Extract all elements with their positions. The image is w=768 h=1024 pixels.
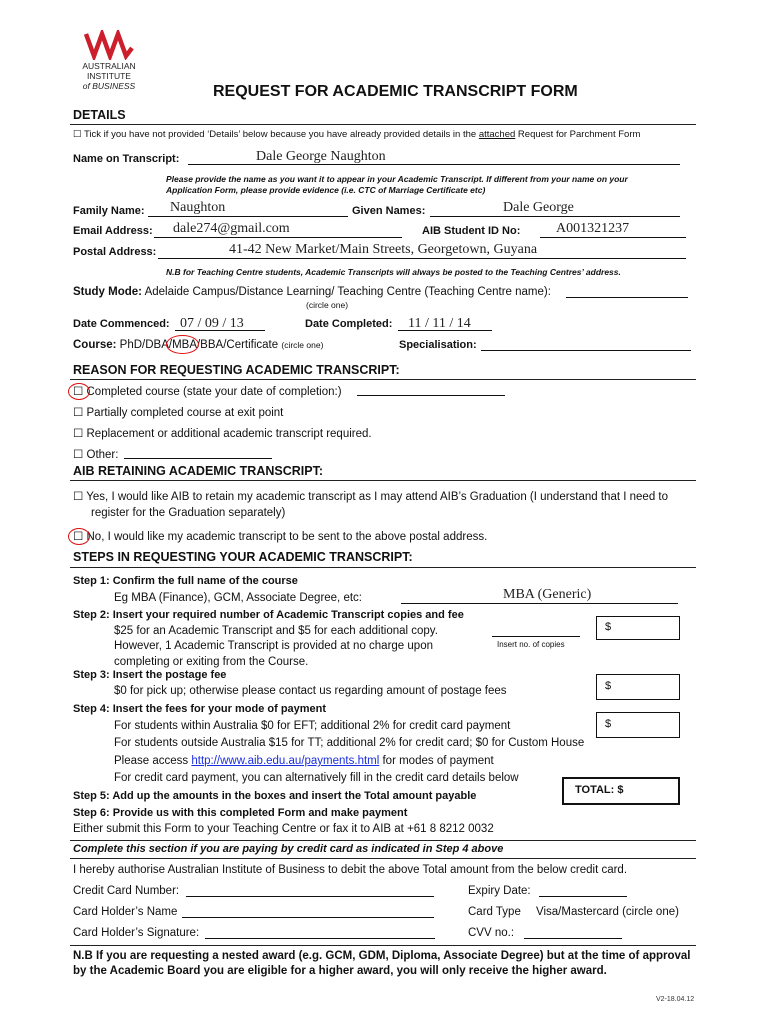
step-3-line-1: $0 for pick up; otherwise please contact us regarding amount of postage fees bbox=[114, 685, 507, 697]
course-name-value: MBA (Generic) bbox=[503, 587, 592, 602]
student-id-input[interactable] bbox=[540, 237, 686, 238]
completion-date-input[interactable] bbox=[357, 395, 505, 396]
cvv-label: CVV no.: bbox=[468, 927, 515, 939]
total-box[interactable] bbox=[562, 777, 680, 805]
teaching-centre-input[interactable] bbox=[566, 297, 688, 298]
card-number-input[interactable] bbox=[186, 896, 434, 897]
step-2-line-2: However, 1 Academic Transcript is provided at no charge upon bbox=[114, 640, 433, 652]
postal-label: Postal Address: bbox=[73, 246, 157, 258]
study-circle-note: (circle one) bbox=[306, 300, 349, 310]
family-label: Family Name: bbox=[73, 205, 145, 217]
retain-yes-option[interactable]: ☐ Yes, I would like AIB to retain my academic transcript as I may attend AIB’s Graduation (I understand that I need to bbox=[73, 491, 669, 503]
retain-no-option[interactable]: ☐ No, I would like my academic transcript to be sent to the above postal address. bbox=[73, 531, 488, 543]
course-label: Course: bbox=[73, 339, 117, 351]
dollar-sign: $ bbox=[605, 621, 612, 633]
commenced-label: Date Commenced: bbox=[73, 318, 170, 330]
divider bbox=[70, 124, 696, 125]
signature-label: Card Holder’s Signature: bbox=[73, 927, 200, 939]
commenced-day: 07 bbox=[180, 316, 194, 331]
study-mode-options[interactable]: Adelaide Campus/Distance Learning/ Teaching Centre (Teaching Centre name): bbox=[144, 286, 551, 298]
card-type-label: Card Type bbox=[468, 906, 521, 918]
mba-circle-mark bbox=[166, 335, 199, 354]
dollar-sign: $ bbox=[605, 680, 612, 692]
divider bbox=[70, 480, 696, 481]
divider bbox=[70, 379, 696, 380]
reason-completed-option[interactable]: ☐ Completed course (state your date of completion:) bbox=[73, 386, 342, 398]
family-value: Naughton bbox=[170, 200, 226, 215]
step-2-line-1: $25 for an Academic Transcript and $5 for each additional copy. bbox=[114, 625, 438, 637]
reason-partial-option[interactable]: ☐ Partially completed course at exit point bbox=[73, 407, 284, 419]
step-1-example: Eg MBA (Finance), GCM, Associate Degree, etc: bbox=[114, 592, 362, 604]
version-code: V2-18.04.12 bbox=[656, 996, 695, 1003]
step-2: Step 2: Insert your required number of Academic Transcript copies and fee bbox=[73, 609, 464, 621]
logo-line-1: AUSTRALIAN bbox=[82, 61, 136, 71]
step-4-line-2: For students outside Australia $15 for TT; additional 2% for credit card; $0 for Custom House bbox=[114, 737, 585, 749]
course-circle-note: (circle one) bbox=[281, 340, 324, 350]
email-value: dale274@gmail.com bbox=[173, 221, 290, 236]
student-id-value: A001321237 bbox=[556, 221, 630, 236]
card-holder-input[interactable] bbox=[182, 917, 434, 918]
retain-heading: AIB RETAINING ACADEMIC TRANSCRIPT: bbox=[73, 464, 323, 478]
postage-fee-box[interactable] bbox=[596, 674, 680, 700]
nb-line-1: N.B If you are requesting a nested award (e.g. GCM, GDM, Diploma, Associate Degree) but at the time of approval bbox=[73, 950, 691, 962]
specialisation-label: Specialisation: bbox=[399, 339, 477, 351]
retain-yes-option-cont: register for the Graduation separately) bbox=[91, 507, 286, 519]
step-3: Step 3: Insert the postage fee bbox=[73, 669, 227, 681]
completed-label: Date Completed: bbox=[305, 318, 393, 330]
given-label: Given Names: bbox=[352, 205, 426, 217]
name-value: Dale George Naughton bbox=[256, 149, 386, 164]
course-name-input[interactable] bbox=[401, 603, 678, 604]
postal-note: N.B for Teaching Centre students, Academic Transcripts will always be posted to the Teaching Centres’ address. bbox=[166, 267, 621, 277]
divider bbox=[70, 945, 696, 946]
postal-value: 41-42 New Market/Main Streets, Georgetown, Guyana bbox=[229, 242, 538, 257]
step-2-line-3: completing or exiting from the Course. bbox=[114, 656, 309, 668]
copies-input[interactable] bbox=[492, 636, 580, 637]
reason-heading: REASON FOR REQUESTING ACADEMIC TRANSCRIPT: bbox=[73, 363, 400, 377]
step-4-line-3: Please access bbox=[114, 755, 192, 767]
email-label: Email Address: bbox=[73, 225, 153, 237]
aib-logo-mark bbox=[82, 30, 134, 60]
step-1: Step 1: Confirm the full name of the course bbox=[73, 575, 298, 587]
logo-line-3: of BUSINESS bbox=[82, 81, 136, 91]
family-input[interactable] bbox=[148, 216, 348, 217]
step-6-line-1: Either submit this Form to your Teaching Centre or fax it to AIB at +61 8 8212 0032 bbox=[73, 823, 494, 835]
given-input[interactable] bbox=[430, 216, 680, 217]
card-type-options[interactable]: Visa/Mastercard (circle one) bbox=[536, 906, 679, 918]
copies-caption: Insert no. of copies bbox=[497, 640, 565, 649]
student-id-label: AIB Student ID No: bbox=[422, 225, 521, 237]
step-5: Step 5: Add up the amounts in the boxes and insert the Total amount payable bbox=[73, 790, 477, 802]
step-4-line-4: For credit card payment, you can alternatively fill in the credit card details below bbox=[114, 772, 519, 784]
nb-line-2: by the Academic Board you are eligible for a higher award, you will only receive the higher award. bbox=[73, 965, 607, 977]
page-title: REQUEST FOR ACADEMIC TRANSCRIPT FORM bbox=[213, 83, 578, 100]
logo-line-2: INSTITUTE bbox=[87, 71, 131, 81]
card-holder-label: Card Holder’s Name bbox=[73, 906, 178, 918]
step-6: Step 6: Provide us with this completed Form and make payment bbox=[73, 807, 408, 819]
name-label: Name on Transcript: bbox=[73, 153, 180, 165]
expiry-label: Expiry Date: bbox=[468, 885, 531, 897]
divider bbox=[70, 840, 696, 841]
total-label: TOTAL: $ bbox=[575, 784, 624, 796]
reason-replacement-option[interactable]: ☐ Replacement or additional academic transcript required. bbox=[73, 428, 372, 440]
step-4-line-3-end: for modes of payment bbox=[379, 755, 494, 767]
no-circle-mark bbox=[68, 528, 90, 545]
copies-fee-box[interactable] bbox=[596, 616, 680, 640]
completed-month: 11 bbox=[432, 316, 446, 331]
course-options[interactable]: PhD/DBA/MBA/BBA/Certificate bbox=[119, 339, 279, 351]
signature-input[interactable] bbox=[205, 938, 435, 939]
card-section-note: Complete this section if you are paying by credit card as indicated in Step 4 above bbox=[73, 843, 504, 855]
specialisation-input[interactable] bbox=[481, 350, 691, 351]
details-heading: DETAILS bbox=[73, 108, 126, 122]
name-note-1: Please provide the name as you want it to appear in your Academic Transcript. If different from your name on your bbox=[166, 174, 628, 184]
divider bbox=[70, 858, 696, 859]
other-reason-input[interactable] bbox=[124, 458, 272, 459]
step-4-line-1: For students within Australia $0 for EFT; additional 2% for credit card payment bbox=[114, 720, 511, 732]
steps-heading: STEPS IN REQUESTING YOUR ACADEMIC TRANSCRIPT: bbox=[73, 550, 413, 564]
payments-link[interactable]: http://www.aib.edu.au/payments.html bbox=[191, 755, 380, 767]
card-number-label: Credit Card Number: bbox=[73, 885, 180, 897]
reason-other-option[interactable]: ☐ Other: bbox=[73, 449, 119, 461]
name-note-2: Application Form, please provide evidence (i.e. CTC of Marriage Certificate etc) bbox=[166, 185, 486, 195]
commenced-year: 13 bbox=[229, 316, 244, 331]
payment-fee-box[interactable] bbox=[596, 712, 680, 738]
email-input[interactable] bbox=[154, 237, 402, 238]
commenced-month: 09 bbox=[204, 316, 219, 331]
attached-link[interactable]: attached bbox=[478, 129, 516, 140]
given-value: Dale George bbox=[503, 200, 574, 215]
completed-year: 14 bbox=[456, 316, 471, 331]
tick-text-end: Request for Parchment Form bbox=[515, 129, 641, 140]
postal-input[interactable] bbox=[158, 258, 686, 259]
step-4: Step 4: Insert the fees for your mode of payment bbox=[73, 703, 327, 715]
cvv-input[interactable] bbox=[524, 938, 622, 939]
dollar-sign: $ bbox=[605, 718, 612, 730]
study-mode-label: Study Mode: bbox=[73, 286, 142, 298]
authorise-text: I hereby authorise Australian Institute of Business to debit the above Total amount from the below credit card. bbox=[73, 864, 628, 876]
tick-text: ☐ Tick if you have not provided ‘Details’ below because you have already provided details in the bbox=[73, 129, 479, 140]
divider bbox=[70, 567, 696, 568]
expiry-input[interactable] bbox=[539, 896, 627, 897]
completed-day: 11 bbox=[408, 316, 422, 331]
completed-circle-mark bbox=[68, 383, 90, 400]
tick-details-checkbox[interactable] bbox=[73, 129, 640, 140]
